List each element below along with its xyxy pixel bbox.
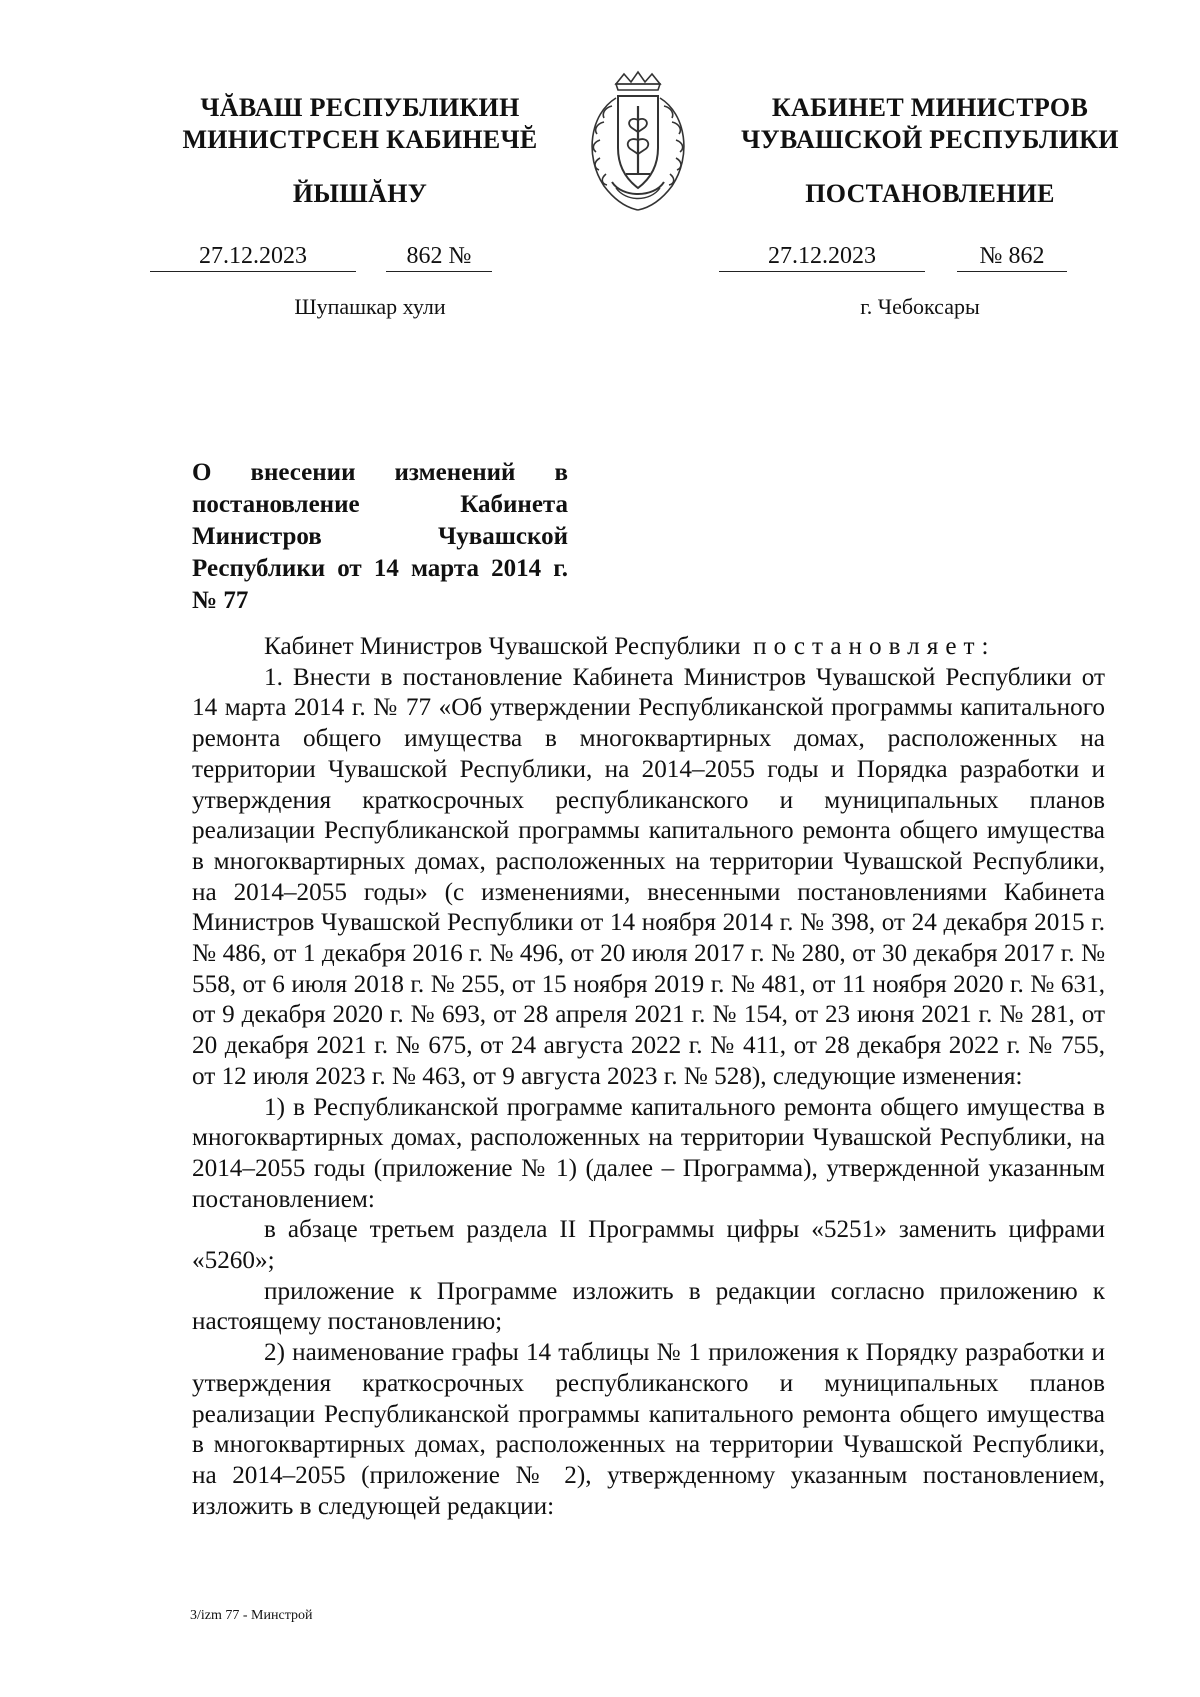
document-title: О внесении изменений в постановление Кабинета Министров Чувашской Республики от 14 марта 2014 г. № 77 bbox=[192, 459, 568, 614]
right-date: 27.12.2023 bbox=[719, 241, 925, 272]
intro-lead: Кабинет Министров Чувашской Республики bbox=[264, 633, 741, 660]
header-left-line1: ЧĂВАШ РЕСПУБЛИКИН bbox=[200, 93, 520, 122]
right-place: г. Чебоксары bbox=[860, 294, 980, 319]
paragraph-3: в абзаце третьем раздела II Программы цифры «5251» заменить цифрами «5260»; bbox=[192, 1216, 1105, 1275]
header-right-line2: ЧУВАШСКОЙ РЕСПУБЛИКИ bbox=[741, 125, 1119, 154]
header-left bbox=[150, 92, 570, 156]
header-right-line1: КАБИНЕТ МИНИСТРОВ bbox=[771, 93, 1089, 122]
right-number: № 862 bbox=[957, 241, 1067, 272]
header-left-line2: МИНИСТРСЕН КАБИНЕЧĔ bbox=[182, 125, 538, 154]
doctype-right: ПОСТАНОВЛЕНИЕ bbox=[805, 179, 1055, 208]
footer-code: 3/izm 77 - Минстрой bbox=[190, 1608, 313, 1623]
left-number: 862 № bbox=[386, 241, 492, 272]
intro-paragraph bbox=[192, 632, 1105, 663]
intro-verb: постановляет: bbox=[753, 633, 996, 660]
chuvash-coat-of-arms-icon bbox=[576, 70, 700, 218]
paragraph-4: приложение к Программе изложить в редакции согласно приложению к настоящему постановлению; bbox=[192, 1277, 1105, 1336]
left-place: Шупашкар хули bbox=[294, 294, 446, 319]
left-date: 27.12.2023 bbox=[150, 241, 356, 272]
header-right bbox=[720, 92, 1140, 156]
paragraph-5: 2) наименование графы 14 таблицы № 1 приложения к Порядку разработки и утверждения краткосрочных республиканского и муниципальных планов реализации Республиканской программы капитального ремонта общего имущества в многоквартирных домах, расположенных на территории Чувашской Республики, на 2014–2055 (приложение № 2), утвержденному указанным постановлением, изложить в следующей редакции: bbox=[192, 1339, 1105, 1520]
document-body bbox=[192, 632, 1105, 1522]
paragraph-2: 1) в Республиканской программе капитального ремонта общего имущества в многоквартирных домах, расположенных на территории Чувашской Республики, на 2014–2055 годы (приложение № 1) (далее – Программа), утвержденной указанным постановлением: bbox=[192, 1093, 1105, 1213]
doctype-left: ЙЫШĂНУ bbox=[292, 179, 428, 208]
emblem bbox=[576, 70, 700, 218]
paragraph-1: 1. Внести в постановление Кабинета Министров Чувашской Республики от 14 марта 2014 г. № 77 «Об утверждении Республиканской программы капитального ремонта общего имущества в многоквартирных домах, расположенных на территории Чувашской Республики, на 2014–2055 годы и Порядка разработки и утверждения краткосрочных республиканского и муниципальных планов реализации Республиканской программы капитального ремонта общего имущества в многоквартирных домах, расположенных на территории Чувашской Республики, на 2014–2055 годы» (с изменениями, внесенными постановлениями Кабинета Министров Чувашской Республики от 14 ноября 2014 г. № 398, от 24 декабря 2015 г. № 486, от 1 декабря 2016 г. № 496, от 20 июля 2017 г. № 280, от 30 декабря 2017 г. № 558, от 6 июля 2018 г. № 255, от 15 ноября 2019 г. № 481, от 11 ноября 2020 г. № 631, от 9 декабря 2020 г. № 693, от 28 апреля 2021 г. № 154, от 23 июня 2021 г. № 281, от 20 декабря 2021 г. № 675, от 24 августа 2022 г. № 411, от 28 декабря 2022 г. № 755, от 12 июля 2023 г. № 463, от 9 августа 2023 г. № 528), следующие изменения: bbox=[192, 663, 1105, 1090]
